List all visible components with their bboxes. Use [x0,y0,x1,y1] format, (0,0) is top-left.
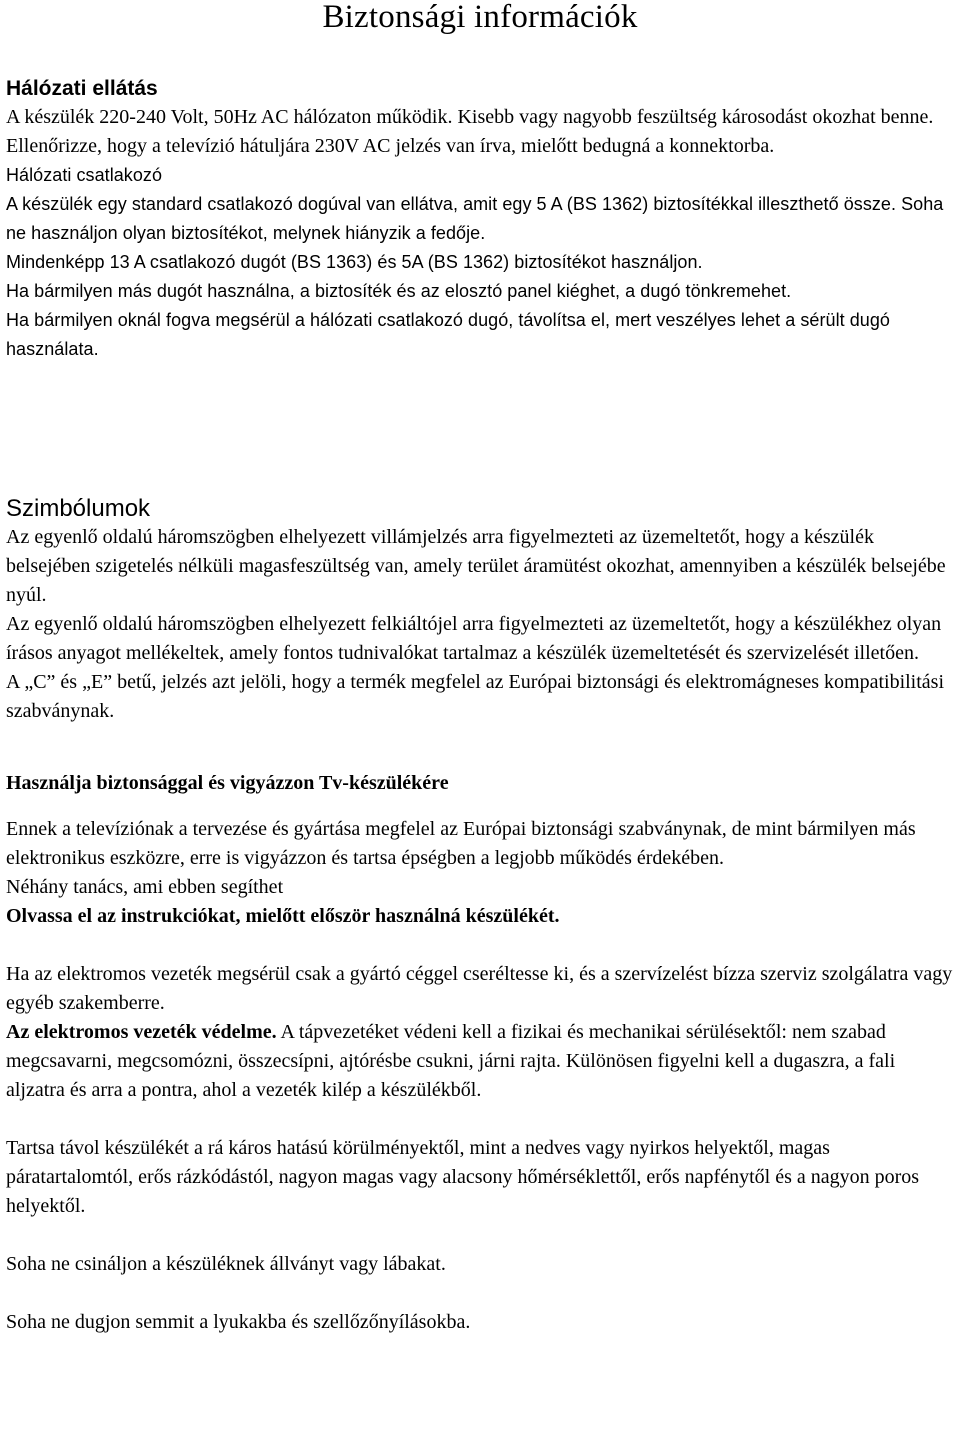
section-tv-care [6,769,954,1337]
paragraph: Soha ne csináljon a készüléknek állványt vagy lábakat. [6,1252,446,1275]
paragraph: Ha bármilyen oknál fogva megsérül a hálózati csatlakozó dugó, távolítsa el, mert veszélyes lehet a sérült dugó használata. [6,310,890,359]
paragraph: Ha bármilyen más dugót használna, a biztosíték és az elosztó panel kiéghet, a dugó tönkremehet. [6,281,792,301]
paragraph: Az egyenlő oldalú háromszögben elhelyezett villámjelzés arra figyelmezteti az üzemeltetőt, hogy a készülék belsejében szigetelés nélküli magasfeszültség van, amely terület áramütést okozhat, amennyiben a készülék belsejébe nyúl. [6,526,946,606]
paragraph: Tartsa távol készülékét a rá káros hatású körülményektől, mint a nedves vagy nyirkos helyektől, magas páratartalomtól, erős rázkódástól, nagyon magas vagy alacsony hőmérséklettől, erős napfénytől és a nagyon poros helyektől. [6,1136,920,1217]
paragraph-text: A tápvezetéket védeni kell a fizikai és mechanikai sérülésektől: nem szabad megcsavarni, megcsomózni, összecsípni, ajtórésbe csukni, járni rajta. Különösen figyelni kell a dugaszra, a fali aljzatra és arra a pontra, ahol a vezeték kilép a készülékből. [6,1020,896,1101]
paragraph: A készülék egy standard csatlakozó dogúval van ellátva, amit egy 5 A (BS 1362) biztosítékkal illeszthető össze. Soha ne használjon olyan biztosítékot, melynek hiányzik a fedője. [6,194,944,243]
subheading-plug: Hálózati csatlakozó [6,165,163,185]
inline-bold-label: Az elektromos vezeték védelme. [6,1020,277,1043]
section-symbols [6,494,954,726]
paragraph-bold: Olvassa el az instrukciókat, mielőtt először használná készülékét. [6,904,560,927]
paragraph: A „C” és „E” betű, jelzés azt jelöli, hogy a termék megfelel az Európai biztonsági és elektromágneses kompatibilitási szabványnak. [6,671,945,722]
paragraph: Soha ne dugjon semmit a lyukakba és szellőzőnyílásokba. [6,1310,471,1333]
section-network [6,74,954,364]
paragraph: Néhány tanács, ami ebben segíthet [6,875,284,898]
paragraph: Mindenképp 13 A csatlakozó dugót (BS 1363) és 5A (BS 1362) biztosítékot használjon. [6,252,703,272]
paragraph [6,1018,954,1105]
section-heading-network: Hálózati ellátás [6,77,158,100]
page-title: Biztonsági információk [322,0,638,35]
paragraph: Ha az elektromos vezeték megsérül csak a gyártó céggel cseréltesse ki, és a szervízelést bízza szerviz szolgálatra vagy egyéb szakemberre. [6,962,953,1014]
paragraph: A készülék 220-240 Volt, 50Hz AC hálózaton működik. Kisebb vagy nagyobb feszültség károsodást okozhat benne. Ellenőrizze, hogy a televízió hátuljára 230V AC jelzés van írva, mielőtt bedugná a konnektorba. [6,106,934,157]
section-heading-tv-care: Használja biztonsággal és vigyázzon Tv-készülékére [6,772,449,794]
paragraph: Az egyenlő oldalú háromszögben elhelyezett felkiáltójel arra figyelmezteti az üzemeltetőt, hogy a készülékhez olyan írásos anyagot mellékeltek, amely fontos tudnivalókat tartalmaz a készülék üzemeltetését és szervizelését illetően. [6,613,942,664]
paragraph: Ennek a televíziónak a tervezése és gyártása megfelel az Európai biztonsági szabványnak, de mint bármilyen más elektronikus eszközre, erre is vigyázzon és tartsa épségben a legjobb működés érdekében. [6,817,916,869]
section-heading-symbols: Szimbólumok [6,495,151,522]
